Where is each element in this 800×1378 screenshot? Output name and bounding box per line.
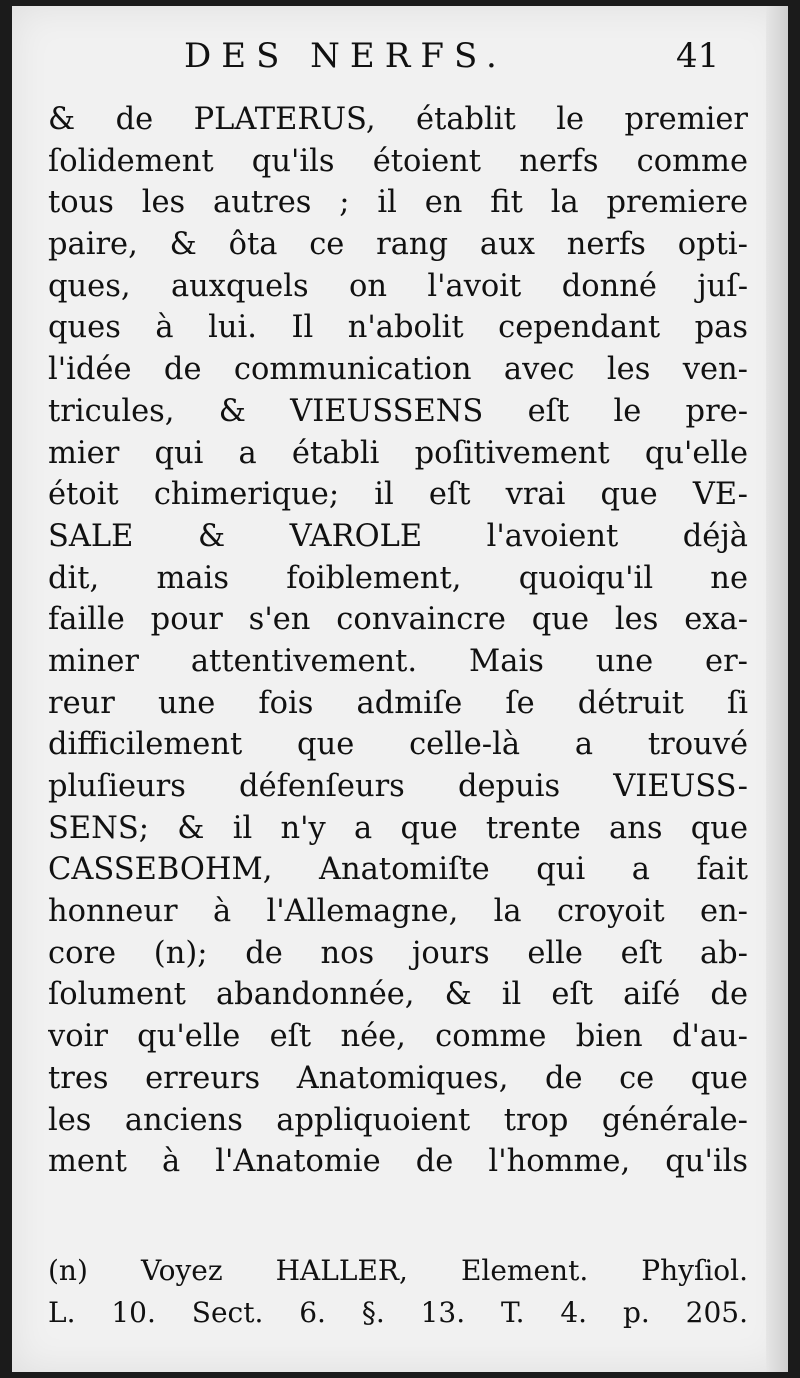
- text-line: ſolidement qu'ils étoient nerfs comme: [48, 143, 748, 179]
- text-line: SALE & VAROLE l'avoient déjà: [48, 518, 748, 554]
- page-edge-shadow: [766, 6, 788, 1372]
- running-head: DES NERFS.: [184, 36, 507, 76]
- text-line: l'idée de communication avec les ven-: [48, 352, 748, 388]
- text-line: honneur à l'Allemagne, la croyoit en-: [48, 894, 748, 930]
- text-line: miner attentivement. Mais une er-: [48, 643, 748, 679]
- text-line: dit, mais foiblement, quoiqu'il ne: [48, 560, 748, 596]
- text-line: les anciens appliquoient trop générale-: [48, 1102, 748, 1138]
- book-page: [12, 6, 788, 1372]
- text-line: mier qui a établi poſitivement qu'elle: [48, 435, 748, 471]
- text-line: SENS; & il n'y a que trente ans que: [48, 810, 748, 846]
- page-header: [12, 36, 788, 86]
- text-line: ment à l'Anatomie de l'homme, qu'ils: [48, 1144, 748, 1180]
- text-line: ſolument abandonnée, & il eſt aiſé de: [48, 977, 748, 1013]
- body-text: [48, 99, 748, 1183]
- text-line: reur une fois admiſe ſe détruit ſi: [48, 685, 748, 721]
- text-line: difficilement que celle-là a trouvé: [48, 727, 748, 763]
- text-line: pluſieurs défenſeurs depuis VIEUSS-: [48, 769, 748, 804]
- text-line: étoit chimerique; il eſt vrai que VE-: [48, 477, 748, 513]
- text-line: core (n); de nos jours elle eſt ab-: [48, 935, 748, 971]
- text-line: voir qu'elle eſt née, comme bien d'au-: [48, 1019, 748, 1055]
- page-number: 41: [676, 36, 720, 76]
- footnote: [48, 1250, 748, 1334]
- text-line: tricules, & VIEUSSENS eſt le pre-: [48, 393, 748, 429]
- text-line: CASSEBOHM, Anatomiſte qui a fait: [48, 852, 748, 888]
- text-line: ques, auxquels on l'avoit donné juſ-: [48, 268, 748, 304]
- text-line: ques à lui. Il n'abolit cependant pas: [48, 310, 748, 346]
- text-line: faille pour s'en convaincre que les exa-: [48, 602, 748, 638]
- text-line: & de PLATERUS, établit le premier: [48, 102, 748, 137]
- footnote-line: (n) Voyez HALLER, Element. Phyſiol.: [48, 1254, 748, 1287]
- text-line: paire, & ôta ce rang aux nerfs opti-: [48, 227, 748, 263]
- footnote-line: L. 10. Sect. 6. §. 13. T. 4. p. 205.: [48, 1296, 748, 1329]
- text-line: tous les autres ; il en fit la premiere: [48, 185, 748, 221]
- text-line: tres erreurs Anatomiques, de ce que: [48, 1060, 748, 1096]
